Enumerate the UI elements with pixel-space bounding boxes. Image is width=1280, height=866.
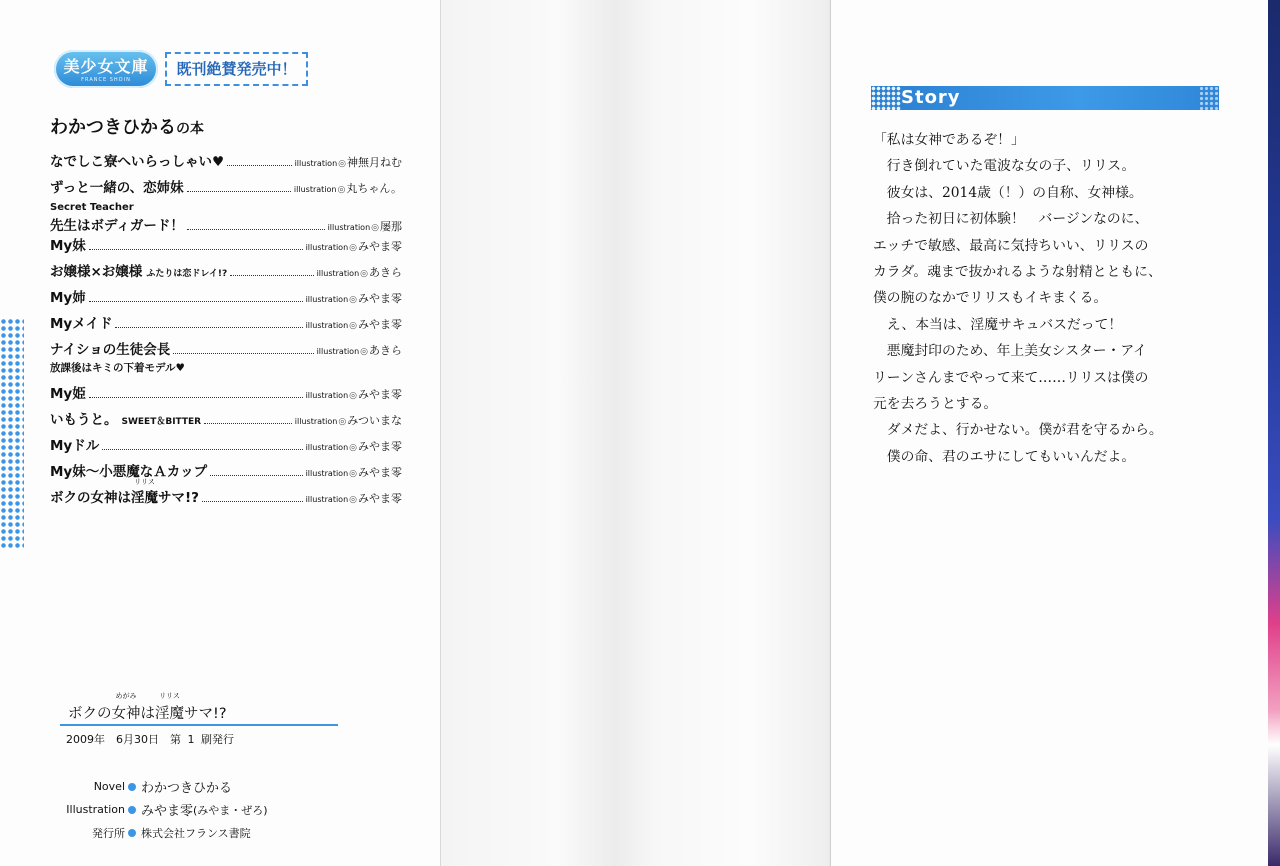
book-item bbox=[50, 408, 402, 434]
credit-role: Novel bbox=[93, 780, 125, 793]
story-line: カラダ。魂まで抜かれるような射精とともに、 bbox=[873, 264, 1162, 281]
story-line: リーンさんまでやって来て……リリスは僕の bbox=[873, 369, 1149, 386]
book-title: なでしこ寮へいらっしゃい♥ bbox=[50, 154, 225, 170]
illustration-label: illustration bbox=[305, 443, 349, 452]
leader-dots bbox=[173, 353, 313, 354]
book-illustrator: みやま零 bbox=[358, 388, 402, 401]
leader-dots bbox=[204, 423, 292, 424]
illustration-label: illustration bbox=[294, 417, 338, 426]
illustration-mark: ◎ bbox=[338, 417, 347, 427]
book-item bbox=[50, 312, 402, 338]
credit-value: わかつきひかる bbox=[141, 781, 233, 796]
illustration-mark: ◎ bbox=[349, 321, 357, 331]
credits bbox=[60, 775, 320, 844]
illustration-mark: ◎ bbox=[338, 159, 346, 169]
book-title: Myメイド bbox=[50, 316, 113, 332]
leader-dots bbox=[230, 275, 313, 276]
colophon-title-post: サマ!? bbox=[184, 706, 227, 722]
book-item bbox=[50, 338, 402, 382]
illustration-label: illustration bbox=[316, 347, 360, 356]
ruby-reading: リリス bbox=[134, 478, 155, 486]
illustration-label: illustration bbox=[305, 295, 349, 304]
story-line: 僕の腕のなかでリリスもイキまくる。 bbox=[873, 290, 1108, 307]
cover-art-edge bbox=[1268, 0, 1280, 866]
credit-value-note: (みやま・ぜろ) bbox=[193, 803, 268, 817]
book-illustrator: みやま零 bbox=[358, 440, 402, 453]
left-page bbox=[0, 0, 441, 866]
ruby-base: 淫魔 bbox=[131, 490, 158, 506]
publication-date: 2009年 6月30日 第 1 刷発行 bbox=[66, 733, 234, 746]
blank-page-spread bbox=[441, 0, 829, 866]
author-books-title bbox=[50, 113, 204, 139]
colophon-divider bbox=[60, 724, 338, 726]
illustration-mark: ◎ bbox=[349, 295, 357, 305]
book-title bbox=[50, 478, 199, 506]
book-title: 先生はボディガード！ bbox=[50, 218, 184, 234]
story-text bbox=[873, 127, 1233, 470]
leader-dots bbox=[89, 397, 303, 398]
leader-dots bbox=[89, 301, 303, 302]
ruby-base: 女神 bbox=[111, 706, 141, 722]
colophon-title-pre: ボクの bbox=[68, 706, 112, 722]
story-line: 悪魔封印のため、年上美女シスター・アイ bbox=[873, 343, 1147, 360]
ruby-reading: リリス bbox=[159, 692, 180, 700]
illustration-label: illustration bbox=[327, 223, 371, 232]
illustration-label: illustration bbox=[316, 269, 360, 278]
book-illustrator: みやま零 bbox=[358, 318, 402, 331]
book-title: ナイショの生徒会長 bbox=[50, 342, 171, 358]
story-line: 拾った初日に初体験！ バージンなのに、 bbox=[873, 211, 1149, 228]
dot-pattern-decoration bbox=[871, 86, 901, 110]
book-title: My姉 bbox=[50, 290, 86, 306]
credit-role: 発行所 bbox=[92, 826, 125, 840]
illustration-label: illustration bbox=[305, 243, 349, 252]
illustration-mark: ◎ bbox=[349, 443, 357, 453]
title-suffix: の本 bbox=[176, 121, 204, 137]
credit-illustration bbox=[60, 798, 320, 821]
illustration-label: illustration bbox=[293, 185, 337, 194]
story-line: 元を去ろうとする。 bbox=[873, 396, 998, 413]
story-line: 行き倒れていた電波な女の子、リリス。 bbox=[873, 158, 1136, 175]
colophon-title-mid: は bbox=[140, 706, 155, 722]
right-page bbox=[830, 0, 1269, 866]
credit-novel bbox=[60, 775, 320, 798]
book-illustrator: みついまな bbox=[347, 414, 402, 427]
book-item bbox=[50, 286, 402, 312]
book-title-pre: ボクの女神は bbox=[50, 490, 131, 506]
book-item bbox=[50, 260, 402, 286]
book-title bbox=[50, 408, 201, 428]
book-title: My妹 bbox=[50, 238, 86, 254]
book-title-main: お嬢様×お嬢様 bbox=[50, 264, 143, 280]
book-illustrator: 神無月ねむ bbox=[347, 156, 402, 169]
story-line: エッチで敏感、最高に気持ちいい、リリスの bbox=[873, 237, 1149, 254]
logo-text: 美少女文庫 bbox=[63, 57, 149, 76]
illustration-label: illustration bbox=[305, 321, 349, 330]
ruby-text bbox=[155, 692, 184, 723]
book-title-continued: 放課後はキミの下着モデル♥ bbox=[50, 362, 185, 374]
illustration-mark: ◎ bbox=[349, 469, 357, 479]
illustration-mark: ◎ bbox=[360, 269, 368, 279]
book-item bbox=[50, 434, 402, 460]
story-line: 僕の命、君のエサにしてもいいんだよ。 bbox=[873, 448, 1136, 465]
book-illustrator: みやま零 bbox=[358, 466, 402, 479]
bullet-icon bbox=[128, 829, 136, 837]
book-title: My姫 bbox=[50, 386, 86, 402]
credit-publisher bbox=[60, 821, 320, 844]
leader-dots bbox=[89, 249, 303, 250]
book-title bbox=[50, 260, 227, 280]
illustration-label: illustration bbox=[305, 495, 349, 504]
ruby-reading: めがみ bbox=[115, 692, 137, 700]
leader-dots bbox=[227, 165, 291, 166]
book-illustrator: 丸ちゃん。 bbox=[346, 182, 402, 195]
story-line: 「私は女神であるぞ！」 bbox=[873, 132, 1025, 148]
dot-pattern-decoration bbox=[1199, 86, 1219, 110]
bullet-icon bbox=[128, 806, 136, 814]
credit-role: Illustration bbox=[66, 803, 125, 816]
book-illustrator: みやま零 bbox=[358, 240, 402, 253]
book-item bbox=[50, 176, 402, 202]
story-line: ダメだよ、行かせない。僕が君を守るから。 bbox=[873, 422, 1163, 439]
dot-pattern-decoration bbox=[0, 318, 24, 550]
book-title: My妹〜小悪魔なＡカップ bbox=[50, 464, 208, 480]
illustration-mark: ◎ bbox=[349, 495, 357, 505]
book-illustrator: みやま零 bbox=[358, 292, 402, 305]
book-title-sub: SWEET＆BITTER bbox=[121, 417, 202, 427]
book-illustrator: あきら bbox=[369, 266, 402, 279]
book-illustrator: 屡那 bbox=[380, 220, 402, 233]
book-item bbox=[50, 202, 402, 234]
illustration-label: illustration bbox=[294, 159, 338, 168]
on-sale-badge: 既刊絶賛発売中！ bbox=[165, 52, 308, 86]
logo-subtext: FRANCE SHOIN bbox=[81, 77, 131, 83]
leader-dots bbox=[187, 229, 325, 230]
bullet-icon bbox=[128, 783, 136, 791]
book-item bbox=[50, 234, 402, 260]
illustration-label: illustration bbox=[305, 391, 349, 400]
book-illustrator: あきら bbox=[369, 344, 402, 357]
book-title: Myドル bbox=[50, 438, 100, 454]
book-item bbox=[50, 478, 402, 512]
leader-dots bbox=[202, 501, 303, 502]
book-item bbox=[50, 150, 402, 176]
story-header-bar bbox=[871, 86, 1219, 110]
colophon-title bbox=[68, 692, 227, 723]
ruby-text bbox=[111, 692, 141, 723]
book-title-main: いもうと。 bbox=[50, 412, 118, 428]
credit-value: 株式会社フランス書院 bbox=[141, 826, 251, 840]
illustration-mark: ◎ bbox=[349, 243, 357, 253]
author-name: わかつきひかる bbox=[50, 117, 176, 138]
illustration-mark: ◎ bbox=[337, 185, 346, 195]
story-line: 彼女は、2014歳（！）の自称、女神様。 bbox=[873, 184, 1143, 201]
leader-dots bbox=[187, 191, 291, 192]
book-illustrator: みやま零 bbox=[358, 492, 402, 505]
book-title-above: Secret Teacher bbox=[50, 202, 134, 213]
book-title-sub: ふたりは恋ドレイ!? bbox=[146, 269, 228, 279]
leader-dots bbox=[102, 449, 302, 450]
book-title: ずっと一緒の、恋姉妹 bbox=[50, 180, 184, 196]
illustration-label: illustration bbox=[305, 469, 349, 478]
book-title-post: サマ!? bbox=[158, 490, 199, 506]
label-logo bbox=[54, 50, 158, 88]
illustration-mark: ◎ bbox=[371, 223, 379, 233]
book-item bbox=[50, 382, 402, 408]
credit-value: みやま零 bbox=[141, 804, 194, 819]
book-list bbox=[50, 150, 402, 512]
story-line: え、本当は、淫魔サキュバスだって！ bbox=[873, 316, 1123, 333]
leader-dots bbox=[210, 475, 302, 476]
story-heading: Story bbox=[901, 87, 961, 108]
illustration-mark: ◎ bbox=[349, 391, 357, 401]
book-item bbox=[50, 460, 402, 486]
ruby-base: 淫魔 bbox=[155, 706, 184, 722]
illustration-mark: ◎ bbox=[360, 347, 368, 357]
leader-dots bbox=[115, 327, 302, 328]
ruby-text bbox=[131, 478, 158, 506]
